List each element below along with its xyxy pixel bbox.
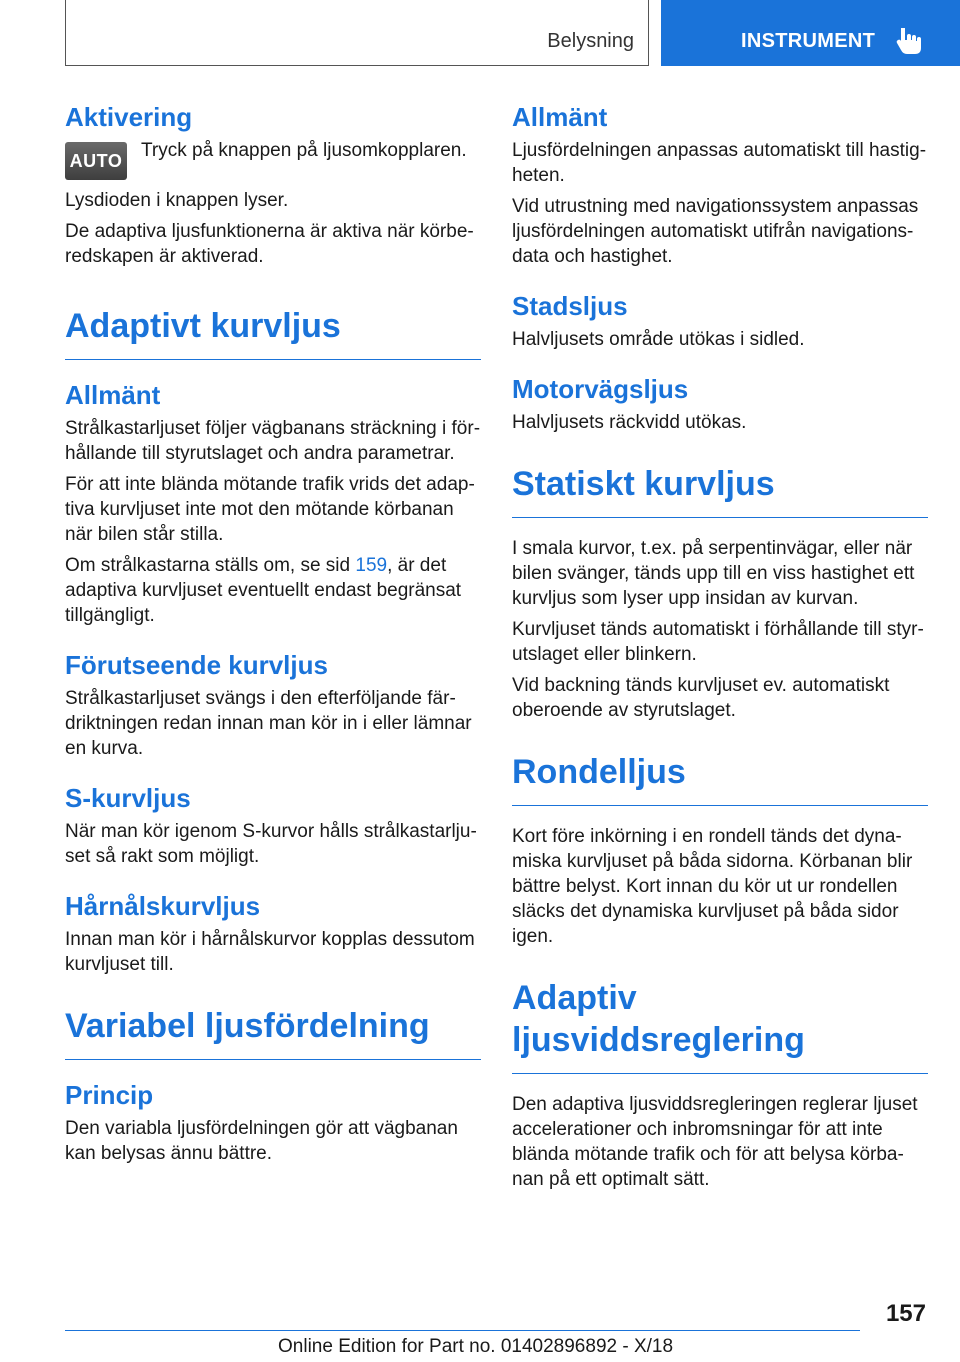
- heading-adaptiv-ljusviddsreglering: Adaptiv ljusviddsreglering: [512, 977, 928, 1074]
- page-number: 157: [885, 1300, 926, 1327]
- auto-instruction: [65, 138, 481, 180]
- heading-forutseende-kurvljus: Förutseende kurvljus: [65, 650, 328, 680]
- heading-statiskt-kurvljus: Statiskt kurvljus: [512, 463, 928, 518]
- allmant-left-text-2: För att inte blända mötande trafik vrids det adaptiva kurvljuset inte mot den mötande körbanan när bilen står stilla.: [65, 474, 475, 545]
- footer-divider: [65, 1330, 860, 1331]
- right-column: [512, 100, 928, 1198]
- adaptiv-ljusvidd-text: Den adaptiva ljusviddsregleringen reglerar ljuset accelerationer och inbromsningar för att inte blända mötande trafik och för att belysa körbanan på ett optimalt sätt.: [512, 1094, 918, 1190]
- header-section-label: Belysning: [547, 30, 634, 52]
- princip-text: Den variabla ljusfördelningen gör att vägbanan kan belysas ännu bättre.: [65, 1118, 458, 1164]
- heading-s-kurvljus: S-kurvljus: [65, 783, 191, 813]
- forutseende-text: Strålkastarljuset svängs i den efterföljande färdriktningen redan innan man kör in i eller lämnar en kurva.: [65, 688, 472, 759]
- heading-allmant-right: Allmänt: [512, 102, 608, 132]
- heading-variabel-ljusfordelning: Variabel ljusfördelning: [65, 1005, 481, 1060]
- auto-button-icon: AUTO: [65, 142, 127, 180]
- heading-adaptivt-kurvljus: Adaptivt kurvljus: [65, 305, 481, 360]
- header-chapter-tab[interactable]: [661, 0, 960, 66]
- hand-pointer-icon: [895, 24, 923, 56]
- statiskt-text-2: Kurvljuset tänds automatiskt i förhållande till styrutslaget eller blinkern.: [512, 619, 924, 665]
- rondelljus-text: Kort före inkörning i en rondell tänds det dynamiska kurvljuset på båda sidorna. Körbanan blir bättre belyst. Kort innan du kör ut ur rondellen släcks det dynamiska kurvljuset på båda sidor igen.: [512, 826, 913, 947]
- s-kurvljus-text: När man kör igenom S-kurvor hålls strålkastarljuset så rakt som möjligt.: [65, 821, 477, 867]
- header-chapter-label: INSTRUMENT: [741, 30, 876, 52]
- heading-harnalskurvljus: Hårnålskurvljus: [65, 891, 261, 921]
- footer-edition-text: Online Edition for Part no. 01402896892 - X/18: [278, 1336, 674, 1357]
- heading-rondelljus: Rondelljus: [512, 751, 928, 806]
- aktivering-text-2: Lysdioden i knappen lyser.: [65, 190, 289, 211]
- heading-motorvagsljus: Motorvägsljus: [512, 374, 689, 404]
- allmant-left-text-1: Strålkastarljuset följer vägbanans sträckning i förhållande till styrutslaget och andra parametrar.: [65, 418, 481, 464]
- heading-princip: Princip: [65, 1080, 154, 1110]
- aktivering-text-3: De adaptiva ljusfunktionerna är aktiva när körberedskapen är aktiverad.: [65, 221, 474, 267]
- allmant-left-text-3: [65, 553, 481, 628]
- left-column: [65, 100, 481, 1172]
- motorvagsljus-text: Halvljusets räckvidd utökas.: [512, 412, 747, 433]
- allmant-right-text-2: Vid utrustning med navigationssystem anpassas ljusfördelningen automatiskt utifrån navigationsdata och hastighet.: [512, 196, 919, 267]
- allmant-left-text-3a: Om strålkastarna ställs om, se sid: [65, 555, 356, 576]
- allmant-right-text-1: Ljusfördelningen anpassas automatiskt till hastigheten.: [512, 140, 927, 186]
- heading-stadsljus: Stadsljus: [512, 291, 628, 321]
- header-section-box: [65, 0, 649, 66]
- heading-allmant-left: Allmänt: [65, 380, 161, 410]
- aktivering-text-1: Tryck på knappen på ljusomkopplaren.: [141, 140, 467, 161]
- allmant-left-text-3b: , är det adaptiva kurvljuset eventuellt endast begränsat tillgängligt.: [65, 555, 462, 626]
- statiskt-text-3: Vid backning tänds kurvljuset ev. automatiskt oberoende av styrutslaget.: [512, 675, 890, 721]
- harnalskurvljus-text: Innan man kör i hårnålskurvor kopplas dessutom kurvljuset till.: [65, 929, 475, 975]
- page-link-159[interactable]: 159: [355, 555, 388, 576]
- statiskt-text-1: I smala kurvor, t.ex. på serpentinvägar, eller när bilen svänger, tänds upp till en viss hastighet ett kurvljus som lyser upp insidan av kurvan.: [512, 538, 915, 609]
- stadsljus-text: Halvljusets område utökas i sidled.: [512, 329, 805, 350]
- heading-aktivering: Aktivering: [65, 102, 193, 132]
